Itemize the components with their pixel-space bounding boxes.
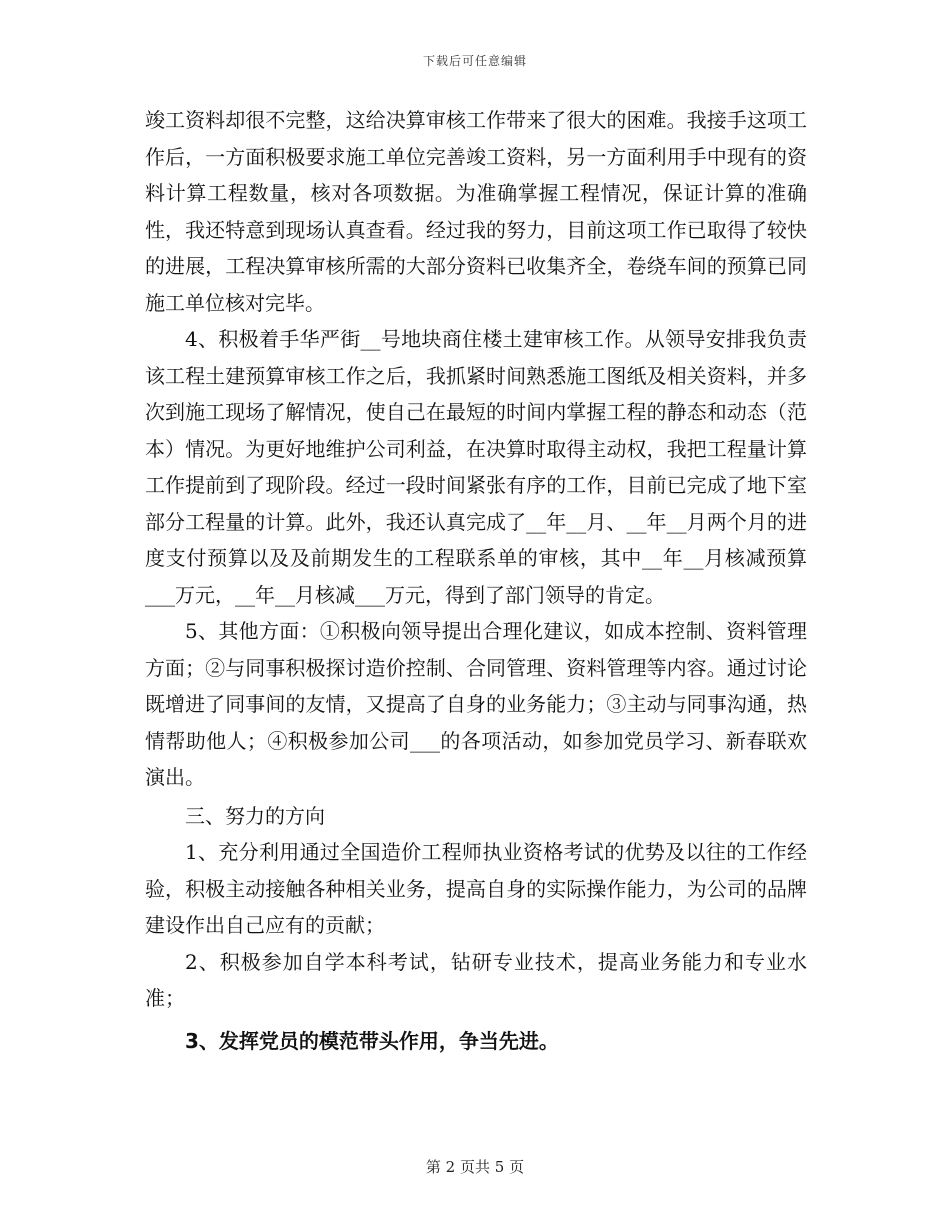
page-header: 下载后可任意编辑 [422,54,527,68]
paragraph-item-5: 5、其他方面：①积极向领导提出合理化建议，如成本控制、资料管理方面；②与同事积极探讨造价控制、合同管理、资料管理等内容。通过讨论既增进了同事间的友情，又提高了自身的业务能力；③主动与同事沟通，热情帮助他人；④积极参加公司___的各项活动，如参加党员学习、新春联欢演出。 [145,619,807,789]
section-heading: 三、努力的方向 [185,803,325,828]
paragraph-direction-3: 3、发挥党员的模范带头作用，争当先进。 [185,1028,559,1053]
paragraph-continuation: 竣工资料却很不完整，这给决算审核工作带来了很大的困难。我接手这项工作后，一方面积极要求施工单位完善竣工资料，另一方面利用手中现有的资料计算工程数量，核对各项数据。为准确掌握工程情况，保证计算的准确性，我还特意到现场认真查看。经过我的努力，目前这项工作已取得了较快的进展，工程决算审核所需的大部分资料已收集齐全，卷绕车间的预算已同施工单位核对完毕。 [145,108,807,315]
page-footer: 第 2 页共 5 页 [425,1158,525,1176]
document-body [145,102,807,1059]
paragraph-direction-2: 2、积极参加自学本科考试，钻研专业技术，提高业务能力和专业水准； [145,949,807,1010]
paragraph-item-4: 4、积极着手华严街__号地块商住楼土建审核工作。从领导安排我负责该工程土建预算审核工作之后，我抓紧时间熟悉施工图纸及相关资料，并多次到施工现场了解情况，使自己在最短的时间内掌握工程的静态和动态（范本）情况。为更好地维护公司利益，在决算时取得主动权，我把工程量计算工作提前到了现阶段。经过一段时间紧张有序的工作，目前已完成了地下室部分工程量的计算。此外，我还认真完成了__年__月、__年__月两个月的进度支付预算以及及前期发生的工程联系单的审核，其中__年__月核减预算___万元，__年__月核减___万元，得到了部门领导的肯定。 [145,327,807,607]
paragraph-direction-1: 1、充分利用通过全国造价工程师执业资格考试的优势及以往的工作经验，积极主动接触各种相关业务，提高自身的实际操作能力，为公司的品牌建设作出自己应有的贡献； [145,840,807,937]
